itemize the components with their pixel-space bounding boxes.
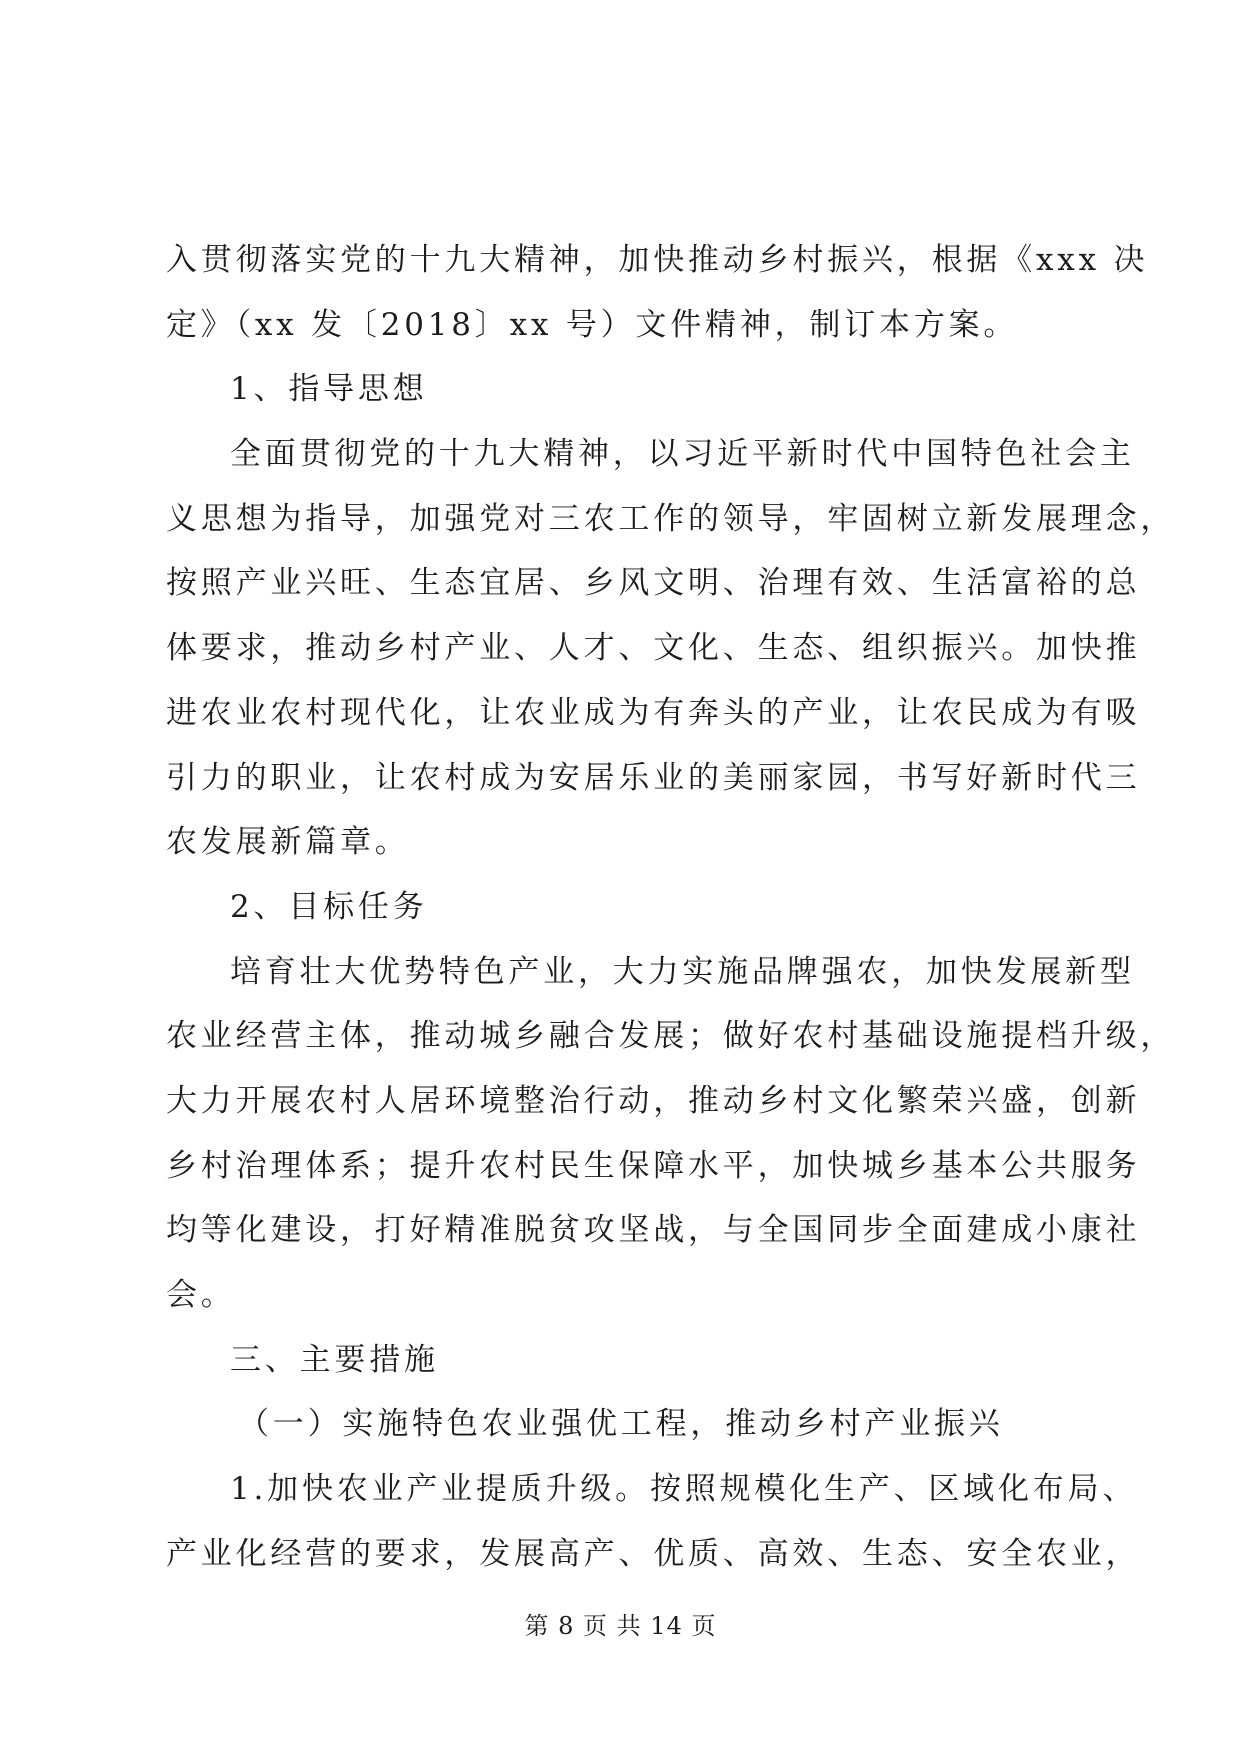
text-line: 大力开展农村人居环境整治行动，推动乡村文化繁荣兴盛，创新	[166, 1082, 1141, 1119]
text-line: 按照产业兴旺、生态宜居、乡风文明、治理有效、生活富裕的总	[166, 565, 1141, 602]
text-line: 进农业农村现代化，让农业成为有奔头的产业，让农民成为有吸	[166, 694, 1141, 731]
text-line: 引力的职业，让农村成为安居乐业的美丽家园，书写好新时代三	[166, 759, 1141, 796]
section-heading: 2、目标任务	[230, 888, 428, 925]
text-line: 1.加快农业产业提质升级。按照规模化生产、区域化布局、	[230, 1471, 1138, 1508]
text-line: 定》（xx 发〔2018〕xx 号）文件精神，制订本方案。	[166, 306, 1019, 343]
text-line: 均等化建设，打好精准脱贫攻坚战，与全国同步全面建成小康社	[166, 1212, 1141, 1249]
text-line: 会。	[166, 1277, 236, 1313]
text-line: 体要求，推动乡村产业、人才、文化、生态、组织振兴。加快推	[166, 630, 1141, 667]
text-line: 产业化经营的要求，发展高产、优质、高效、生态、安全农业，	[166, 1535, 1141, 1572]
text-line: 义思想为指导，加强党对三农工作的领导，牢固树立新发展理念，	[166, 500, 1176, 537]
page-footer: 第 8 页 共 14 页	[524, 1612, 717, 1640]
text-line: 农发展新篇章。	[166, 824, 410, 861]
text-line: 全面贯彻党的十九大精神，以习近平新时代中国特色社会主	[230, 436, 1135, 473]
text-line: 入贯彻落实党的十九大精神，加快推动乡村振兴，根据《xxx 决	[166, 242, 1149, 278]
section-heading: 1、指导思想	[230, 371, 428, 408]
document-body	[166, 228, 1176, 1586]
text-line: 培育壮大优势特色产业，大力实施品牌强农，加快发展新型	[230, 953, 1135, 990]
text-line: 乡村治理体系；提升农村民生保障水平，加快城乡基本公共服务	[166, 1147, 1141, 1184]
subsection-heading: （一）实施特色农业强优工程，推动乡村产业振兴	[238, 1406, 1004, 1443]
section-heading: 三、主要措施	[230, 1341, 439, 1378]
text-line: 农业经营主体，推动城乡融合发展；做好农村基础设施提档升级，	[166, 1018, 1176, 1055]
